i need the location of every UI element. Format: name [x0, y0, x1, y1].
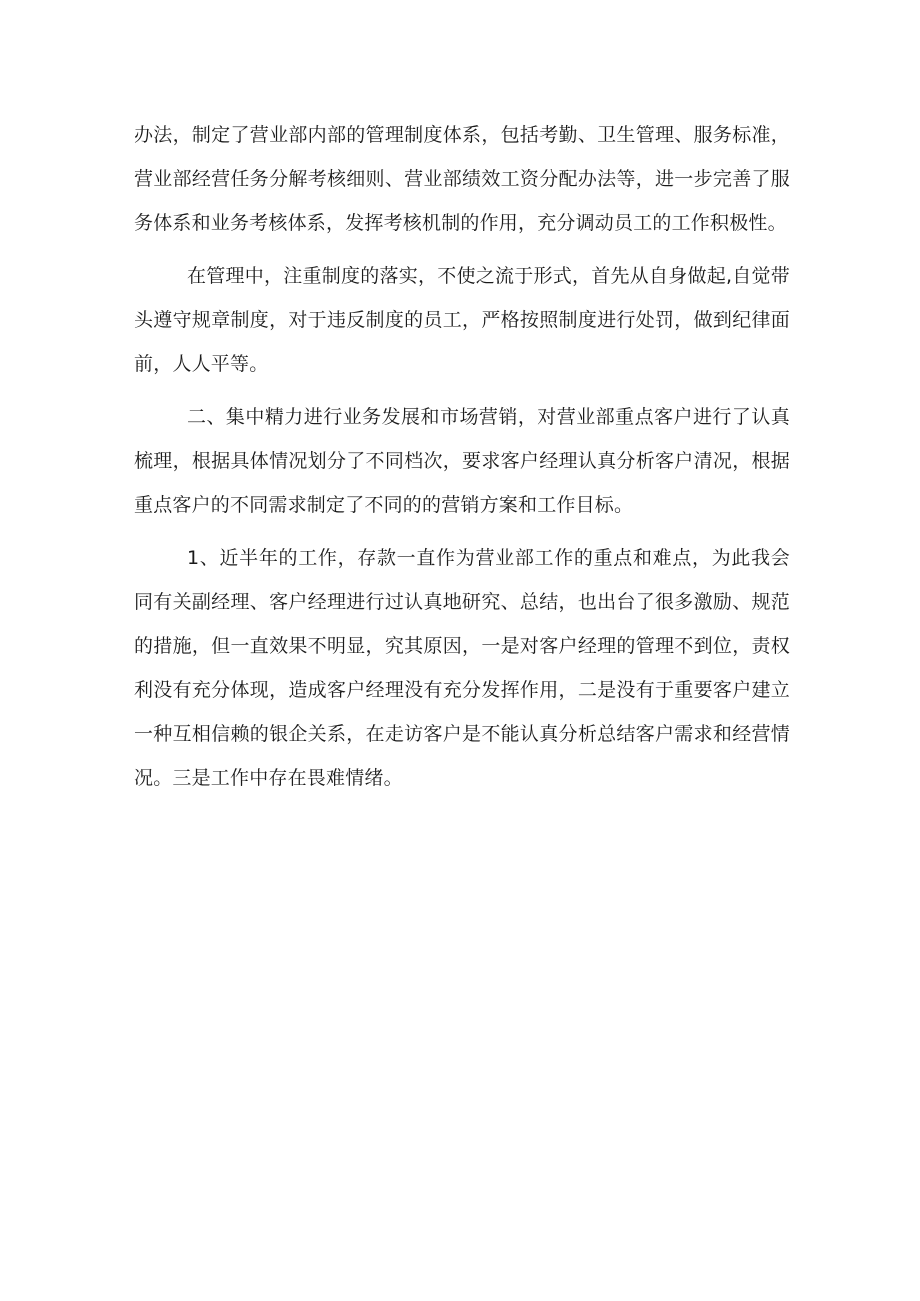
paragraph-deposit-work: 1、近半年的工作，存款一直作为营业部工作的重点和难点，为此我会同有关副经理、客户经理进行过认真地研究、总结，也出台了很多激励、规范的措施，但一直效果不明显，究其原因，一是对客户经理的管理不到位，责权利没有充分体现，造成客户经理没有充分发挥作用，二是没有于重要客户建立一种互相信赖的银企关系，在走访客户是不能认真分析总结客户需求和经营情况。三是工作中存在畏难情绪。 — [134, 547, 790, 789]
paragraph-management-system: 办法，制定了营业部内部的管理制度体系，包括考勤、卫生管理、服务标准，营业部经营任务分解考核细则、营业部绩效工资分配办法等，进一步完善了服务体系和业务考核体系，发挥考核机制的作用，充分调动员工的工作积极性。 — [134, 124, 790, 234]
paragraph-rule-enforcement: 在管理中，注重制度的落实，不使之流于形式，首先从自身做起,自觉带头遵守规章制度，对于违反制度的员工，严格按照制度进行处罚，做到纪律面前，人人平等。 — [134, 265, 790, 375]
document-body — [134, 113, 790, 800]
paragraph-business-marketing: 二、集中精力进行业务发展和市场营销，对营业部重点客户进行了认真梳理，根据具体情况划分了不同档次，要求客户经理认真分析客户清况，根据重点客户的不同需求制定了不同的的营销方案和工作目标。 — [134, 406, 790, 516]
